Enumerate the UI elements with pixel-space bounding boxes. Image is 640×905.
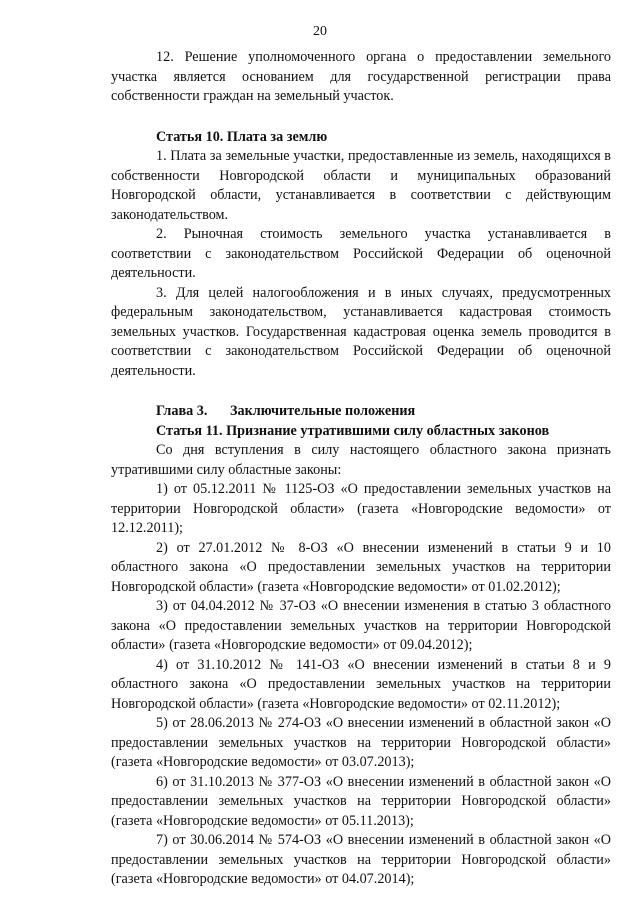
document-body	[111, 48, 611, 890]
paragraph: Со дня вступления в силу настоящего областного закона признать утратившими силу областные законы:	[111, 442, 611, 478]
paragraph: 2. Рыночная стоимость земельного участка устанавливается в соответствии с законодательством Российской Федерации об оценочной деятельности.	[111, 226, 611, 281]
article-heading: Статья 10. Плата за землю	[156, 128, 328, 145]
paragraph: 1. Плата за земельные участки, предоставленные из земель, находящихся в собственности Новгородской области и муниципальных образований Новгородской области, устанавливается в соответствии с действующим законодательством.	[111, 148, 611, 223]
paragraph: 12. Решение уполномоченного органа о предоставлении земельного участка является основанием для государственной регистрации права собственности граждан на земельный участок.	[111, 49, 611, 104]
paragraph: 7) от 30.06.2014 № 574-ОЗ «О внесении изменений в областной закон «О предоставлении земельных участков на территории Новгородской области» (газета «Новгородские ведомости» от 04.07.2014);	[111, 832, 611, 887]
paragraph: 1) от 05.12.2011 № 1125-ОЗ «О предоставлении земельных участков на территории Новгородской области» (газета «Новгородские ведомости» от 12.12.2011);	[111, 481, 611, 536]
article-heading: Статья 11. Признание утратившими силу областных законов	[156, 422, 550, 439]
chapter-title: Заключительные положения	[230, 403, 416, 419]
paragraph: 5) от 28.06.2013 № 274-ОЗ «О внесении изменений в областной закон «О предоставлении земельных участков на территории Новгородской области» (газета «Новгородские ведомости» от 03.07.2013);	[111, 715, 611, 770]
paragraph: 3. Для целей налогообложения и в иных случаях, предусмотренных федеральным законодательством, устанавливается кадастровая стоимость земельных участков. Государственная кадастровая оценка земель проводится в соответствии с законодательством Российской Федерации об оценочной деятельности.	[111, 284, 611, 379]
paragraph: 4) от 31.10.2012 № 141-ОЗ «О внесении изменений в статьи 8 и 9 областного закона «О предоставлении земельных участков на территории Новгородской области» (газета «Новгородские ведомости» от 02.11.2012);	[111, 656, 611, 712]
paragraph: 3) от 04.04.2012 № 37-ОЗ «О внесении изменения в статью 3 областного закона «О предоставлении земельных участков на территории Новгородской области» (газета «Новгородские ведомости» от 09.04.2012);	[111, 598, 611, 653]
section-gap	[111, 381, 611, 402]
paragraph: 2) от 27.01.2012 № 8-ОЗ «О внесении изменений в статьи 9 и 10 областного закона «О предоставлении земельных участков на территории Новгородской области» (газета «Новгородские ведомости» от 01.02.2012);	[111, 539, 611, 595]
chapter-number: Глава 3.	[156, 403, 208, 419]
page-number: 20	[313, 24, 327, 39]
paragraph: 6) от 31.10.2013 № 377-ОЗ «О внесении изменений в областной закон «О предоставлении земельных участков на территории Новгородской области» (газета «Новгородские ведомости» от 05.11.2013);	[111, 773, 611, 829]
section-gap	[111, 107, 611, 128]
chapter-heading	[156, 402, 611, 422]
